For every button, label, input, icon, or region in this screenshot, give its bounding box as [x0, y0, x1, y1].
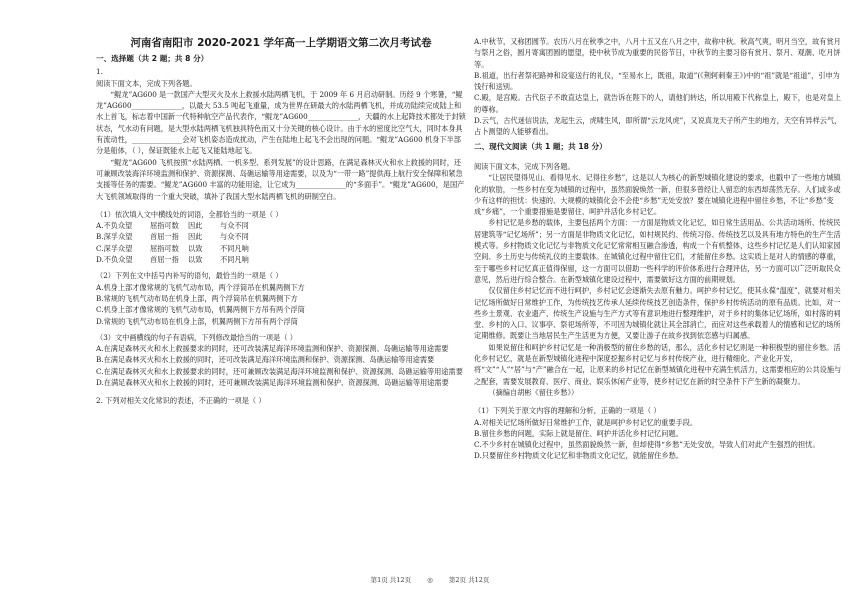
passage-source: （摘编自胡彬《留住乡愁》）: [488, 387, 579, 397]
option-cell: 不同凡响: [220, 243, 249, 253]
passage-paragraph-2: “鲲龙”AG600 飞机按照“水陆两栖、一机多型、系列发展”的设计思路，在满足森林灭火和水上救援的同时，还可兼顾改装海洋环境监测和保护、资源探测、岛礁运输等用途需要，以及为“一带一路”提供海上航行安全保障和紧急支援等任务的需要。“鲲龙”AG600 丰富的功能用途，让它成为______________的“多面手”。“鲲龙”AG600，是国产大飞机领域取得的一个重大突破，填补了我国大型水陆两栖飞机的研制空白。: [96, 157, 465, 201]
option-b: B.在满足森林灭火和水上救援的同时，还可改装满足海洋环境监测和保护、资源探测、岛礁运输等用途需要: [96, 355, 435, 365]
option-cell: D.不负众望: [96, 255, 133, 265]
option-cell: 以致: [188, 255, 203, 265]
option-b: B.常规的飞机气动布局在机身上部，两个浮筒吊在机翼两侧下方: [96, 293, 298, 303]
sub-question-1: （1）依次填入文中横线处的词语，全都恰当的一项是（ ）: [96, 209, 283, 219]
option-cell: 以致: [188, 243, 203, 253]
binding-marker: ◎: [427, 576, 433, 584]
option-row: [96, 254, 466, 265]
option-c: C.机身上部才像常规的飞机气动布局，机翼两侧下方吊有两个浮筒: [96, 305, 305, 315]
option-cell: 因此: [188, 221, 203, 231]
option-cell: B.深孚众望: [96, 232, 133, 242]
option-row: [96, 243, 466, 254]
reading-instruction: 阅读下面文本，完成下列各题。: [96, 78, 197, 88]
option-cell: C.深孚众望: [96, 243, 133, 253]
question-2: 2. 下列对相关文化常识的表述，不正确的一项是（ ）: [96, 396, 266, 406]
option-c: C.不少乡村在城镇化过程中，虽然面貌焕然一新，但却使得“乡愁”无处安放，导致人们对此产生强烈的担忧。: [474, 440, 820, 450]
option-d: D.只要留住乡村物质文化记忆和非物质文化记忆，就能留住乡愁。: [474, 451, 684, 461]
option-cell: 与众不同: [220, 232, 249, 242]
sub-question-1: （1）下列关于原文内容的理解和分析，正确的一项是（ ）: [474, 406, 661, 416]
option-cell: A.不负众望: [96, 221, 133, 231]
page-number-right: 第2页 共12页: [448, 576, 490, 584]
option-cell: 与众不同: [220, 221, 249, 231]
option-a: A.机身上部才像常规的飞机气动布局，两个浮筒吊在机翼两侧下方: [96, 282, 305, 292]
option-cell: 不同凡响: [220, 255, 249, 265]
option-cell: 首屈一指: [150, 255, 179, 265]
question-number: 1.: [96, 67, 103, 77]
option-c: C.在满足森林灭火和水上救援要求的同时，还可兼顾改装满足海洋环境监测和保护、资源探测、岛礁运输等用途需要: [96, 366, 463, 376]
option-b: B.祖道，出行者祭祀路神和设宴送行的礼仪，“至易水上，既祖，取道”(《荆轲刺秦王》)中的“祖”就是“祖道”，引申为饯行和送别。: [474, 70, 840, 92]
left-column: [96, 36, 466, 407]
reading-instruction: 阅读下面文本，完成下列各题。: [474, 161, 575, 171]
page-footer: [0, 575, 860, 584]
option-a: A.对相关记忆场所做好日常维护工作，就是呵护乡村记忆的重要手段。: [474, 417, 698, 427]
passage-paragraph-1: “鲲龙”AG600 是一款国产大型灭火及水上救援水陆两栖飞机，于 2009 年 6 月启动研制。历经 9 个寒暑，“鲲龙”AG600______________，以最大 53.5 吨起飞重量，成为世界在研最大的水陆两栖飞机，并成功陆续完成陆上和水上首飞，标志着中国新一代特种航空产品代表作，“鲲龙”AG600______________，天疆的水上起降技术都处于封锁状态，气水动有问题，是大型水陆两栖飞机独具特色而又十分关键的核心设计。由于水的密度比空气大，同时本身具有流动性，______________会对飞机姿态造成扰动，产生在陆地上起飞不会出现的问题。“鲲龙”AG600 机身下半部分是船体，（ ），保证既能水上起飞又能陆地起飞。: [96, 89, 466, 156]
sub-question-3: （3）文中画横线的句子有语病，下列修改最恰当的一项是（ ）: [96, 332, 297, 342]
sub-question-2: （2）下列在文中括号内补写的语句，最恰当的一项是（ ）: [96, 271, 283, 281]
section-heading-choice: 一、选择题（共 2 题；共 8 分）: [96, 54, 209, 63]
section-heading-reading: 二、现代文阅读（共 1 题；共 18 分）: [474, 141, 607, 151]
option-c: C.殿，是宫殿。古代臣子不敢直达皇上，就告诉在陛下的人，请他们转达，所以用殿下代称皇上，殿下，也是对皇上的尊称。: [474, 93, 841, 114]
option-row: [96, 231, 466, 242]
option-row: [96, 220, 466, 231]
option-cell: 屈指可数: [150, 221, 179, 231]
option-cell: 因此: [188, 232, 203, 242]
right-column: [474, 36, 844, 462]
exam-title: 河南省南阳市 2020-2021 学年高一上学期语文第二次月考试卷: [130, 37, 432, 49]
passage-paragraph-2: 乡村记忆是乡愁的载体，主要包括两个方面：一方面是物质文化记忆，如日常生活用品、公共活动场所、传统民居建筑等“记忆场所”；另一方面是非物质文化记忆，如村规民约、传统习俗、传统技艺以及具有地方特色的生产生活模式等。乡村物质文化记忆与非物质文化记忆常常相互融合渗透，构成一个有机整体，这些乡村记忆是人们认知家园空间、乡土历史与传统礼仪的主要载体。在城镇化过程中留住它们，才能留住乡愁。这实质上是对人的情感的尊重，至于哪些乡村记忆真正值得保留，这一方面可以借助一些科学的评价体系进行合理评估，另一方面可以广泛听取民众意见，然后进行综合整合。在新型城镇化建设过程中，需要做好这方面的前期规划。: [474, 218, 841, 284]
passage-paragraph-1: “让居民望得见山、看得见水、记得住乡愁”，这是以人为核心的新型城镇化建设的要求，也戳中了一些地方城镇化的软肋，一些乡村在变为城镇的过程中，虽然面貌焕然一新，但很多曾经让人留恋的东西却荡然无存。人们或多或少有这样的担忧：快速的、大规模的城镇化会不会使“乡愁”无处安放？要在城镇化进程中留住乡愁，不让“乡愁”变成“乡痛”，一个重要措施是要留住、呵护并活化乡村记忆。: [474, 173, 841, 217]
option-d: D.常规的飞机气动布局在机身上部，机翼两侧下方吊有两个浮筒: [96, 316, 298, 326]
option-a: A.中秋节，又称团圆节。农历八月在秋季之中，八月十五又在八月之中，故称中秋。秋高气爽，明月当空，故有赏月与祭月之俗，圆月寄寓团圆的愿望，使中秋节成为重要的民俗节日，中秋节的主要习俗有赏月、祭月、观潮、吃月饼等。: [474, 37, 841, 69]
option-d: D.云气，古代迷信说法，龙起生云，虎啸生风，即所谓“云龙风虎”，又说真龙天子所产生的地方，天空有异样云气，占卜测望的人能够看出。: [474, 116, 842, 137]
option-a: A.在满足森林灭火和水上救援要求的同时，还可改装满足海洋环境监测和保护、资源探测、岛礁运输等用途需要: [96, 344, 449, 354]
option-b: B.留住乡愁的问题，实际上就是留住、呵护并活化乡村记忆问题。: [474, 428, 683, 438]
passage-paragraph-3: 仅仅留住乡村记忆而不进行呵护，乡村记忆会逐渐失去原有魅力。呵护乡村记忆，使其永葆“温度”，就要对相关记忆场所做好日常维护工作，为传统技艺传承人延续传统技艺创造条件，保护乡村传统活动的原有品质。比如，对一些乡土景观、农业遗产、传统生产设施与生产方式等有意识地进行整理维护，对于乡村的集体记忆场所，如村落的祠堂、乡村的入口、议事亭、祭祀场所等，不可因为城镇化就让其全部消亡，而应对这些承载着人的情感和记忆的场所定期维修。既要让当地居民生产生活更为方便，又要让游子在故乡找到依恋感与归属感。: [474, 286, 841, 341]
page-number-left: 第1页 共12页: [370, 576, 412, 584]
option-cell: 屈指可数: [150, 243, 179, 253]
passage-paragraph-4: 如果说留住和呵护乡村记忆是一种消极型的留住乡愁的话，那么，活化乡村记忆则是一种积极型的留住乡愁。活化乡村记忆，就是在新型城镇化进程中深度挖掘乡村记忆与乡村传统产业，进行精细化、产业化开发，将“文”“人”“居”与“产”融合在一起，让原来的乡村记忆在新型城镇化进程中充满生机活力，这需要相应的公共设施与之配套，需要发展教育、医疗、商业、娱乐休闲产业等，使乡村记忆在新的时空条件下产生新的凝聚力。: [474, 342, 842, 386]
option-cell: 首屈一指: [150, 232, 179, 242]
option-d: D.在满足森林灭火和水上救援的同时，还可兼顾改装满足海洋环境监测和保护、资源探测、岛礁运输等用途需要: [96, 378, 449, 388]
